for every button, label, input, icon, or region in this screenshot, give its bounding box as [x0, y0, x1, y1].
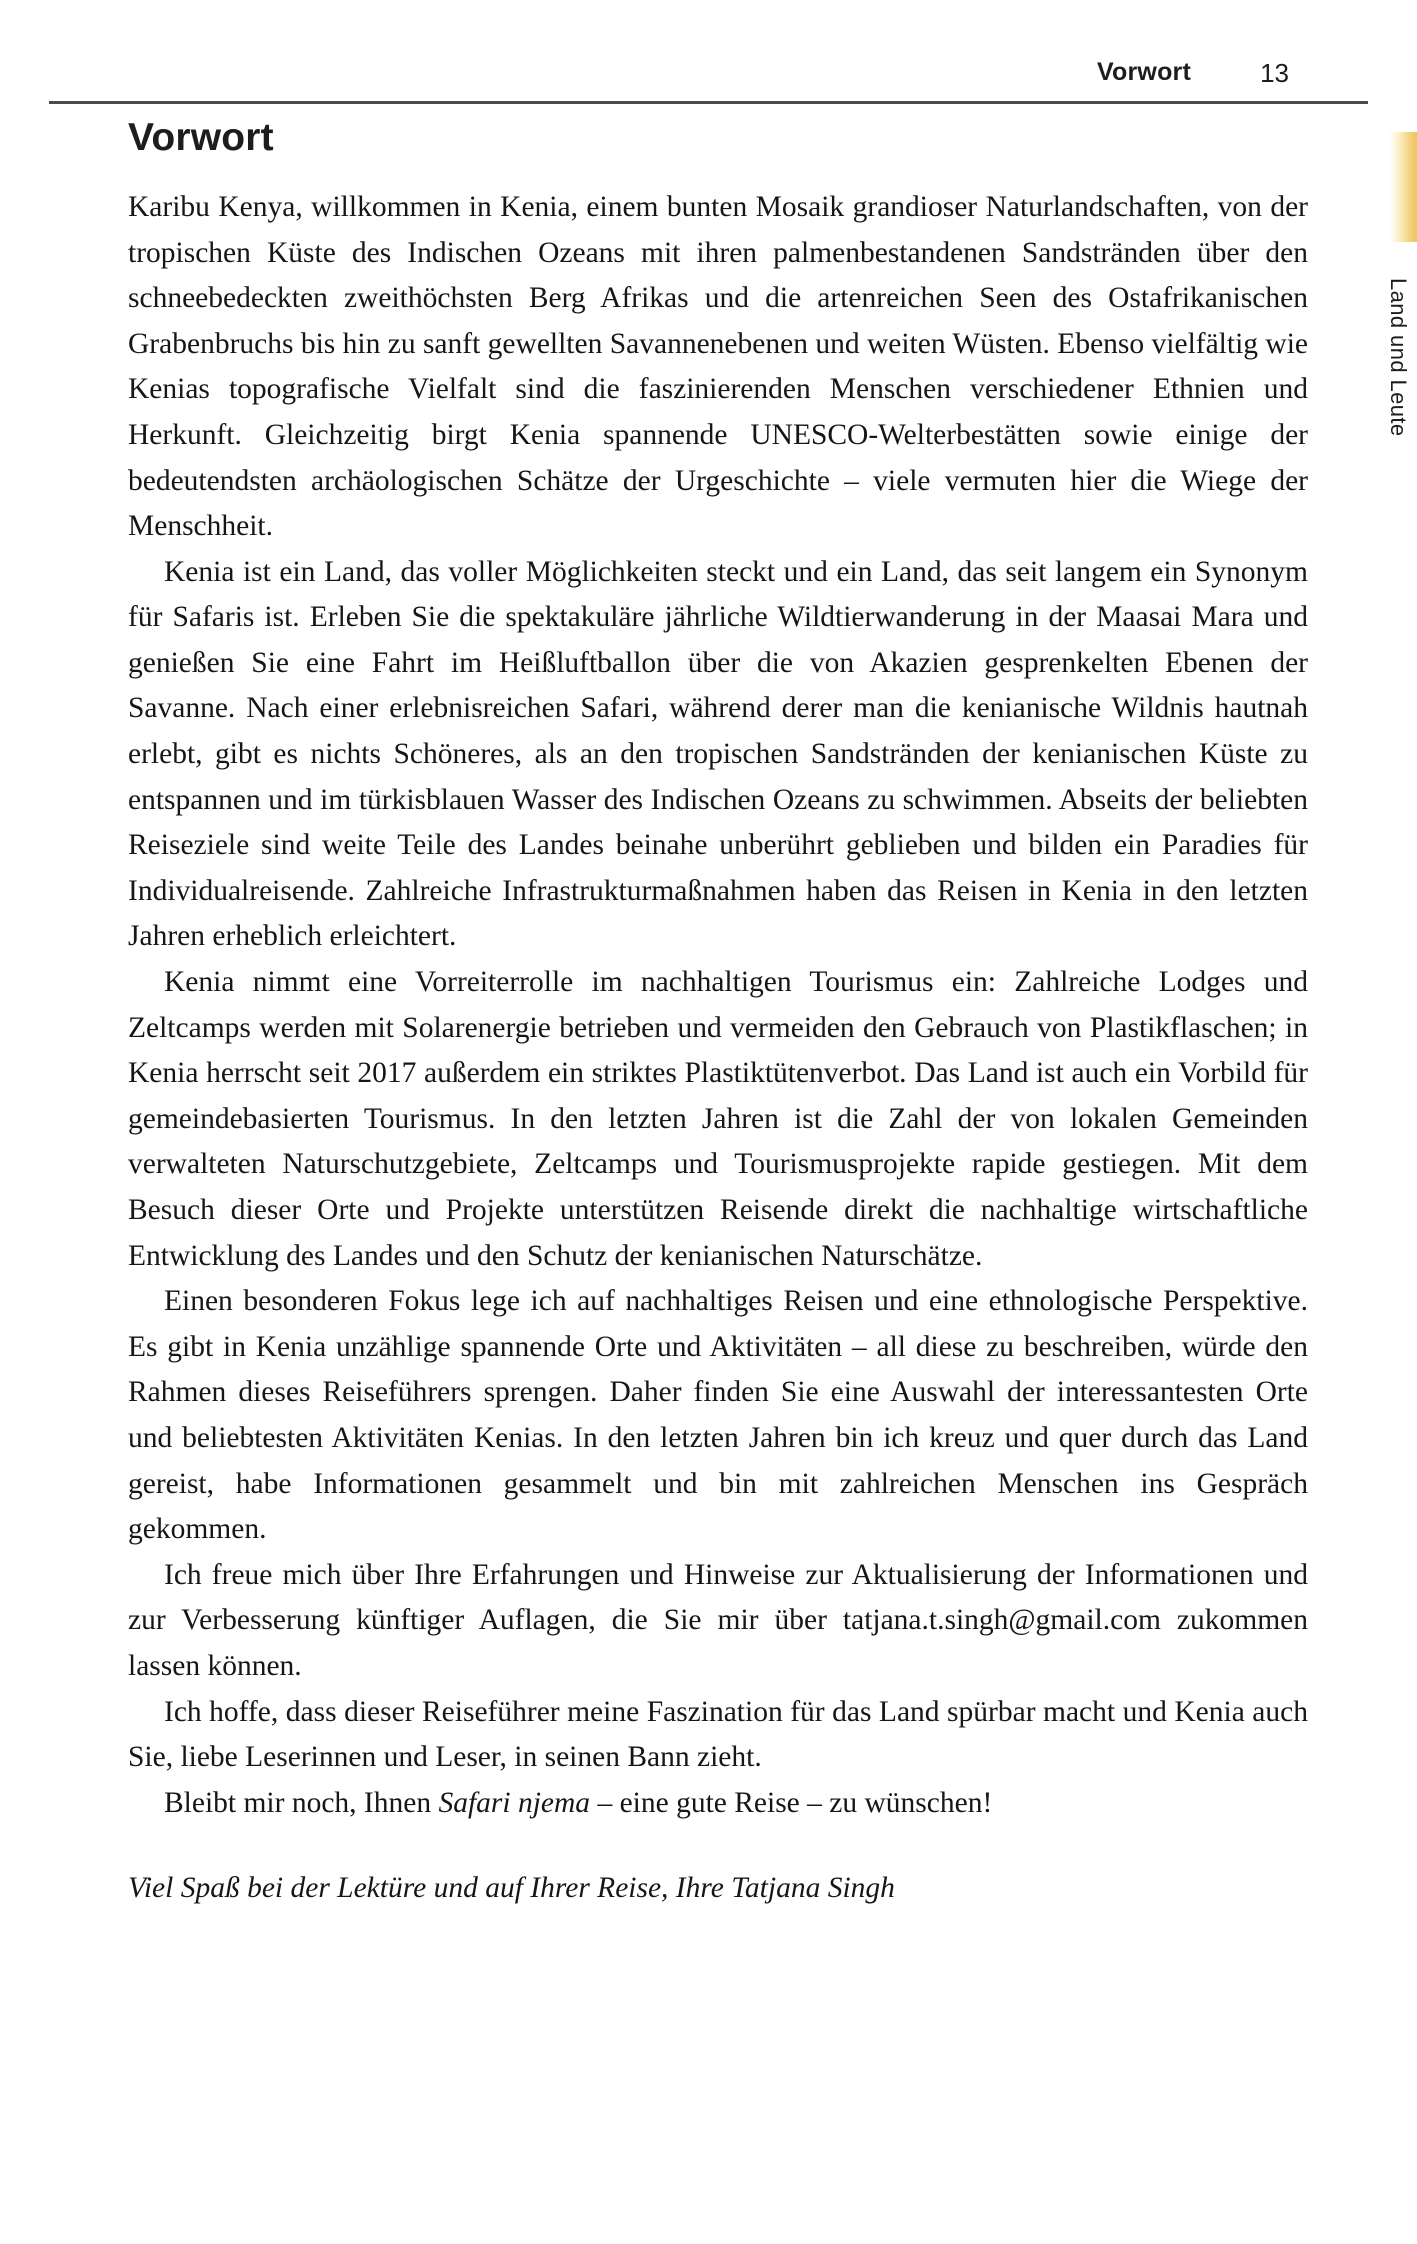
section-thumb-tab-label: Land und Leute	[1386, 278, 1411, 437]
signature-line: Viel Spaß bei der Lektüre und auf Ihrer Reise, Ihre Tatjana Singh	[128, 1872, 895, 1905]
section-thumb-tab	[1389, 132, 1417, 242]
running-header	[128, 58, 1289, 98]
closing-italic-phrase: Safari njema	[438, 1786, 591, 1819]
main-content	[128, 118, 1308, 1940]
paragraph-closing-wish	[128, 1781, 1308, 1827]
paragraph-intro: Karibu Kenya, willkommen in Kenia, einem bunten Mosaik grandioser Naturlandschaften, von der tropischen Küste des Indischen Ozeans mit ihren palmenbestandenen Sandstränden über den schneebedeckten zweithöchsten Berg Afrikas und die artenreichen Seen des Ostafrikanischen Grabenbruchs bis hin zu sanft gewellten Savannenebenen und weiten Wüsten. Ebenso vielfältig wie Kenias topografische Vielfalt sind die faszinierenden Menschen verschiedener Ethnien und Herkunft. Gleichzeitig birgt Kenia spannende UNESCO-Welterbestätten sowie einige der bedeutendsten archäologischen Schätze der Urgeschichte – viele vermuten hier die Wiege der Menschheit.	[128, 190, 1308, 543]
running-header-title: Vorwort	[1097, 58, 1191, 86]
paragraph-feedback: Ich freue mich über Ihre Erfahrungen und Hinweise zur Aktualisierung der Informationen und zur Verbesserung künftiger Auflagen, die Sie mir über tatjana.t.singh@gmail.com zukommen lassen können.	[128, 1558, 1308, 1682]
header-divider	[49, 101, 1368, 104]
page-title: Vorwort	[128, 116, 274, 159]
closing-after: – eine gute Reise – zu wünschen!	[590, 1786, 993, 1819]
closing-before: Bleibt mir noch, Ihnen	[164, 1786, 439, 1819]
paragraph-focus: Einen besonderen Fokus lege ich auf nachhaltiges Reisen und eine ethnologische Perspektive. Es gibt in Kenia unzählige spannende Orte und Aktivitäten – all diese zu beschreiben, würde den Rahmen dieses Reiseführers sprengen. Daher finden Sie eine Auswahl der interessantesten Orte und beliebtesten Aktivitäten Kenias. In den letzten Jahren bin ich kreuz und quer durch das Land gereist, habe Informationen gesammelt und bin mit zahlreichen Menschen ins Gespräch gekommen.	[128, 1285, 1308, 1546]
page-number: 13	[1260, 58, 1289, 88]
paragraph-safari: Kenia ist ein Land, das voller Möglichkeiten steckt und ein Land, das seit langem ein Synonym für Safaris ist. Erleben Sie die spektakuläre jährliche Wildtierwanderung in der Maasai Mara und genießen Sie eine Fahrt im Heißluftballon über die von Akazien gesprenkelten Ebenen der Savanne. Nach einer erlebnisreichen Safari, während derer man die kenianische Wildnis hautnah erlebt, gibt es nichts Schöneres, als an den tropischen Sandstränden der kenianischen Küste zu entspannen und im türkisblauen Wasser des Indischen Ozeans zu schwimmen. Abseits der beliebten Reiseziele sind weite Teile des Landes beinahe unberührt geblieben und bilden ein Paradies für Individualreisende. Zahlreiche Infrastrukturmaßnahmen haben das Reisen in Kenia in den letzten Jahren erheblich erleichtert.	[128, 555, 1308, 953]
paragraph-hope: Ich hoffe, dass dieser Reiseführer meine Faszination für das Land spürbar macht und Kenia auch Sie, liebe Leserinnen und Leser, in seinen Bann zieht.	[128, 1695, 1308, 1774]
paragraph-sustainable-tourism: Kenia nimmt eine Vorreiterrolle im nachhaltigen Tourismus ein: Zahlreiche Lodges und Zeltcamps werden mit Solarenergie betrieben und vermeiden den Gebrauch von Plastikflaschen; in Kenia herrscht seit 2017 außerdem ein striktes Plastiktütenverbot. Das Land ist auch ein Vorbild für gemeindebasierten Tourismus. In den letzten Jahren ist die Zahl der von lokalen Gemeinden verwalteten Naturschutzgebiete, Zeltcamps und Tourismusprojekte rapide gestiegen. Mit dem Besuch dieser Orte und Projekte unterstützen Reisende direkt die nachhaltige wirtschaftliche Entwicklung des Landes und den Schutz der kenianischen Naturschätze.	[128, 966, 1308, 1272]
